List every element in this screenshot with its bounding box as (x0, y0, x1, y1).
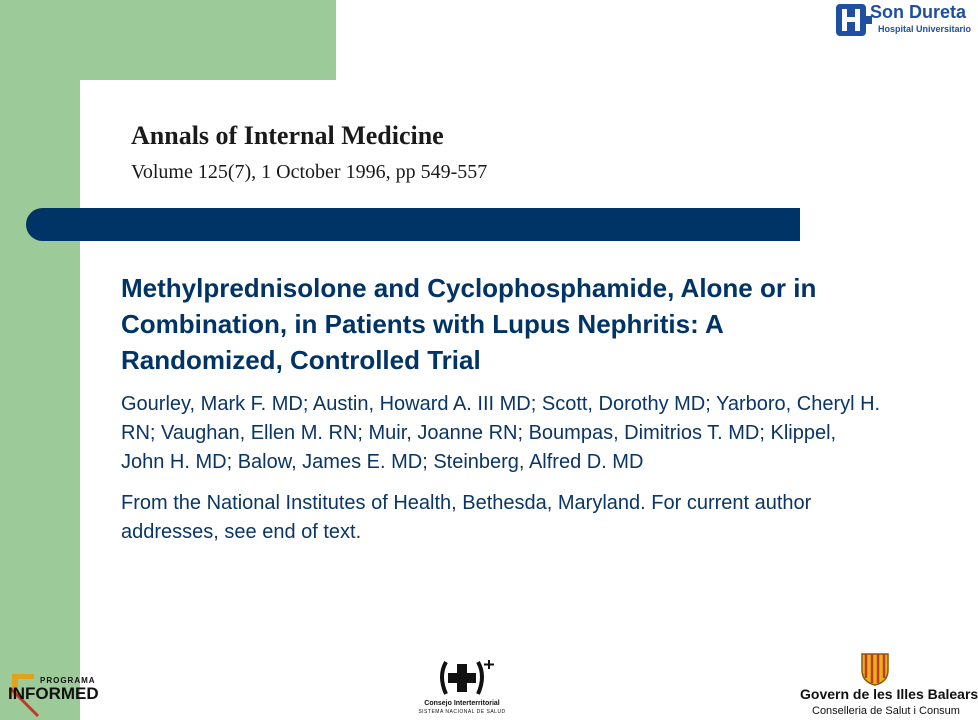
son-dureta-name: Son Dureta (870, 2, 967, 22)
son-dureta-logo (834, 2, 972, 40)
govern-name: Govern de les Illes Balears (800, 686, 978, 702)
health-cross-icon (412, 656, 512, 700)
article-authors: Gourley, Mark F. MD; Austin, Howard A. III MD; Scott, Dorothy MD; Yarboro, Cheryl H. RN; Vaughan, Ellen M. RN; Muir, Joanne RN; Boumpas, Dimitrios T. MD; Klippel, John H. MD; Balow, James E. MD; Steinberg, Alfred D. MD (121, 393, 881, 473)
hospital-h-icon (834, 2, 874, 38)
consejo-subtitle: SISTEMA NACIONAL DE SALUD (418, 709, 506, 715)
consejo-interterritorial-logo (412, 656, 512, 718)
journal-volume: Volume 125(7), 1 October 1996, pp 549-557 (131, 161, 488, 183)
informed-name: INFORMED (8, 684, 99, 703)
left-green-band (0, 0, 80, 720)
title-divider-bar (26, 208, 800, 241)
programa-informed-logo (4, 666, 134, 718)
journal-title: Annals of Internal Medicine (131, 121, 444, 150)
son-dureta-subtitle: Hospital Universitario (878, 24, 972, 34)
top-green-block (80, 0, 336, 80)
coat-of-arms-icon (860, 652, 890, 686)
govern-illes-balears-logo (796, 652, 978, 720)
article-content (121, 270, 881, 559)
consejo-name: Consejo Interterritorial (424, 700, 500, 707)
govern-department: Conselleria de Salut i Consum (812, 705, 960, 717)
article-affiliation: From the National Institutes of Health, Bethesda, Maryland. For current author addresses, see end of text. (121, 492, 812, 543)
informed-program-label: PROGRAMA (40, 676, 96, 685)
article-title: Methylprednisolone and Cyclophosphamide, Alone or in Combination, in Patients with Lupus Nephritis: A Randomized, Controlled Trial (121, 273, 817, 375)
